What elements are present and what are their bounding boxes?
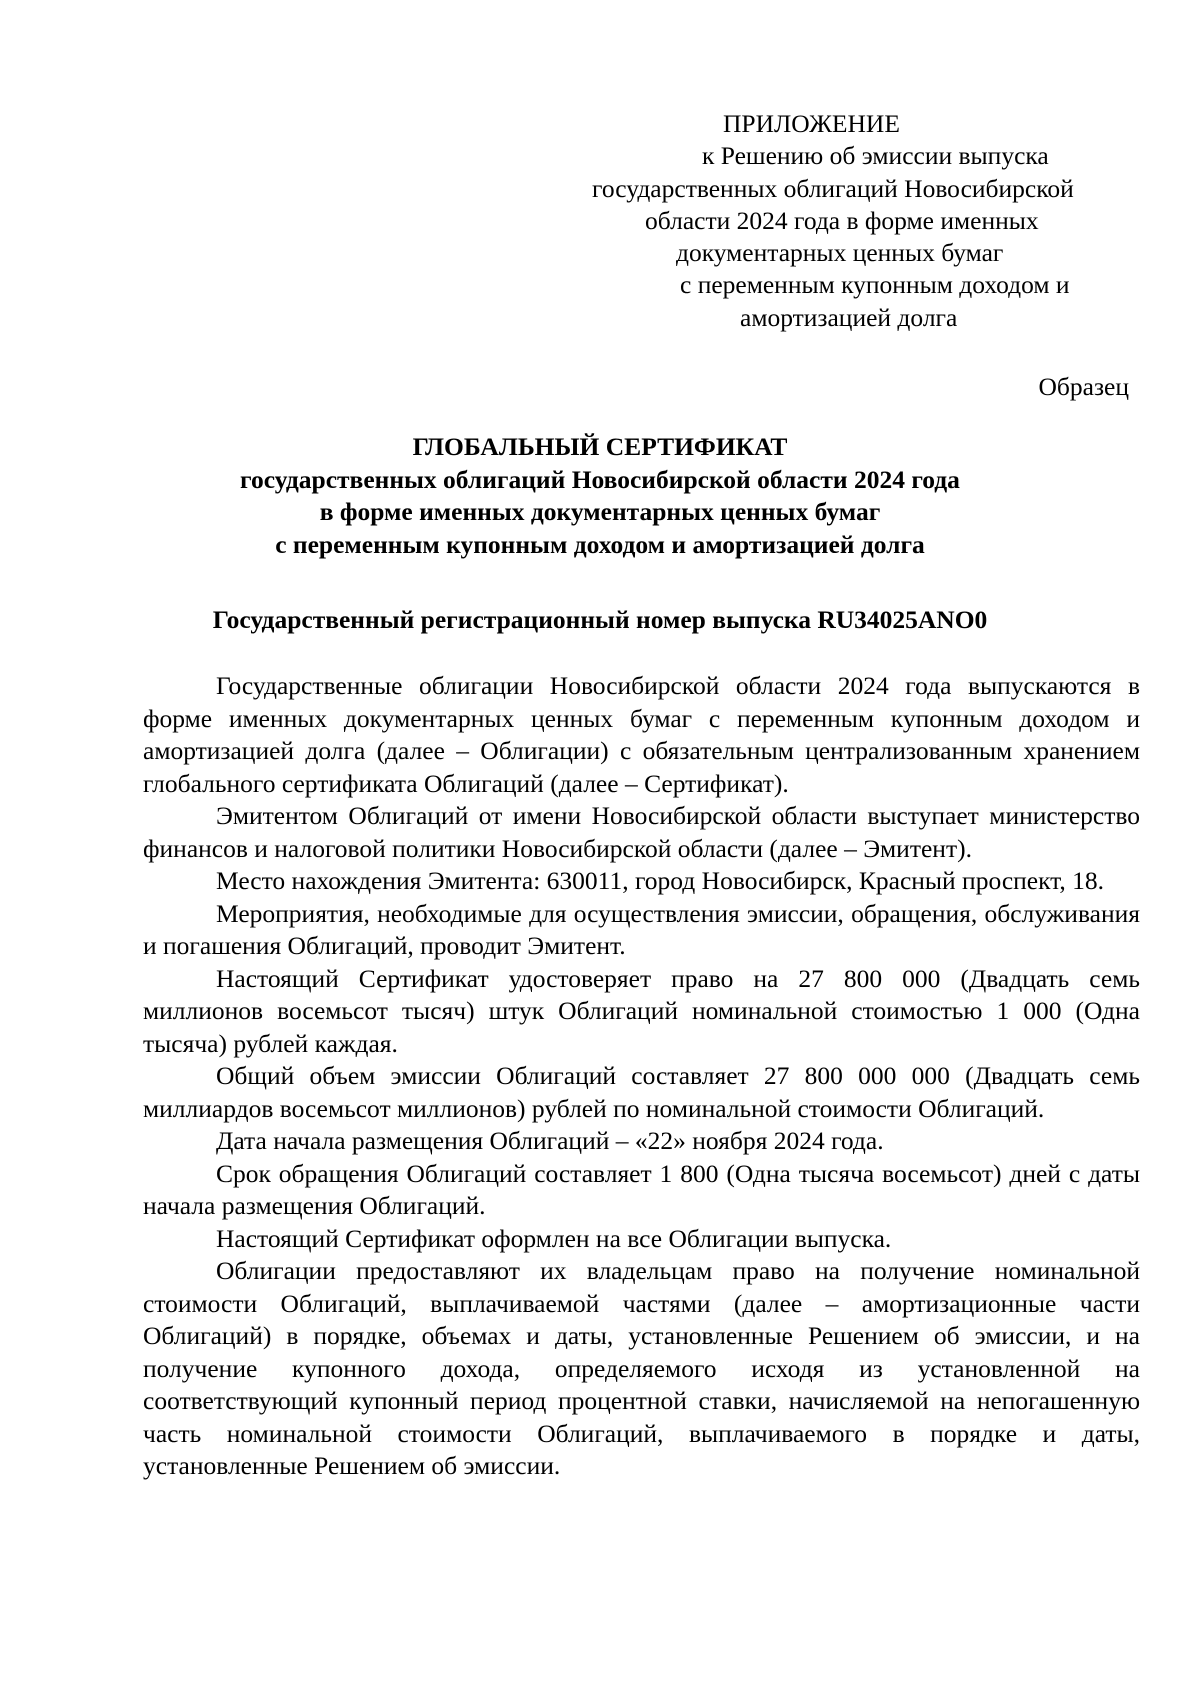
title-line: в форме именных документарных ценных бумаг bbox=[319, 497, 881, 526]
registration-number: Государственный регистрационный номер выпуска RU34025ANO0 bbox=[212, 605, 988, 634]
paragraph: Место нахождения Эмитента: 630011, город Новосибирск, Красный проспект, 18. bbox=[216, 866, 1105, 895]
title-line: государственных облигаций Новосибирской области 2024 года bbox=[240, 464, 960, 494]
paragraph: Общий объем эмиссии Облигаций составляет 27 800 000 000 (Двадцать семь миллиардов восемьсот миллионов) рублей по номинальной стоимости Облигаций. bbox=[143, 1061, 1140, 1123]
appendix-line: с переменным купонным доходом и bbox=[680, 270, 1070, 300]
appendix-line: области 2024 года в форме именных bbox=[645, 205, 1039, 235]
title-line: ГЛОБАЛЬНЫЙ СЕРТИФИКАТ bbox=[412, 432, 788, 461]
paragraph: Эмитентом Облигаций от имени Новосибирской области выступает министерство финансов и налоговой политики Новосибирской области (далее – Эмитент). bbox=[143, 801, 1140, 863]
paragraph: Облигации предоставляют их владельцам право на получение номинальной стоимости Облигаций, выплачиваемой частями (далее – амортизационные части Облигаций) в порядке, объемах и даты, установленные Решением об эмиссии, и на получение купонного дохода, определяемого исходя из установленной на соответствующий купонный период процентной ставки, начисляемой на непогашенную часть номинальной стоимости Облигаций, выплачиваемого в порядке и даты, установленные Решением об эмиссии. bbox=[143, 1256, 1140, 1480]
paragraph: Настоящий Сертификат оформлен на все Облигации выпуска. bbox=[216, 1223, 892, 1253]
paragraph: Государственные облигации Новосибирской области 2024 года выпускаются в форме именных документарных ценных бумаг с переменным купонным доходом и амортизацией долга (далее – Облигации) с обязательным централизованным хранением глобального сертификата Облигаций (далее – Сертификат). bbox=[143, 671, 1140, 798]
appendix-line: амортизацией долга bbox=[740, 302, 958, 332]
sample-label: Образец bbox=[1038, 372, 1129, 401]
paragraph: Дата начала размещения Облигаций – «22» ноября 2024 года. bbox=[216, 1126, 884, 1155]
body-text bbox=[143, 670, 1140, 1483]
appendix-line: документарных ценных бумаг bbox=[676, 238, 1004, 268]
appendix-title: ПРИЛОЖЕНИЕ bbox=[723, 109, 900, 138]
appendix-header bbox=[560, 108, 1120, 334]
appendix-line: государственных облигаций Новосибирской bbox=[592, 173, 1074, 203]
title-line: с переменным купонным доходом и амортизацией долга bbox=[275, 529, 925, 559]
document-title bbox=[0, 431, 1200, 561]
paragraph: Срок обращения Облигаций составляет 1 800 (Одна тысяча восемьсот) дней с даты начала размещения Облигаций. bbox=[143, 1158, 1140, 1220]
paragraph: Мероприятия, необходимые для осуществления эмиссии, обращения, обслуживания и погашения Облигаций, проводит Эмитент. bbox=[143, 898, 1140, 960]
paragraph: Настоящий Сертификат удостоверяет право на 27 800 000 (Двадцать семь миллионов восемьсот тысяч) штук Облигаций номинальной стоимостью 1 000 (Одна тысяча) рублей каждая. bbox=[143, 963, 1140, 1058]
appendix-line: к Решению об эмиссии выпуска bbox=[702, 141, 1049, 171]
